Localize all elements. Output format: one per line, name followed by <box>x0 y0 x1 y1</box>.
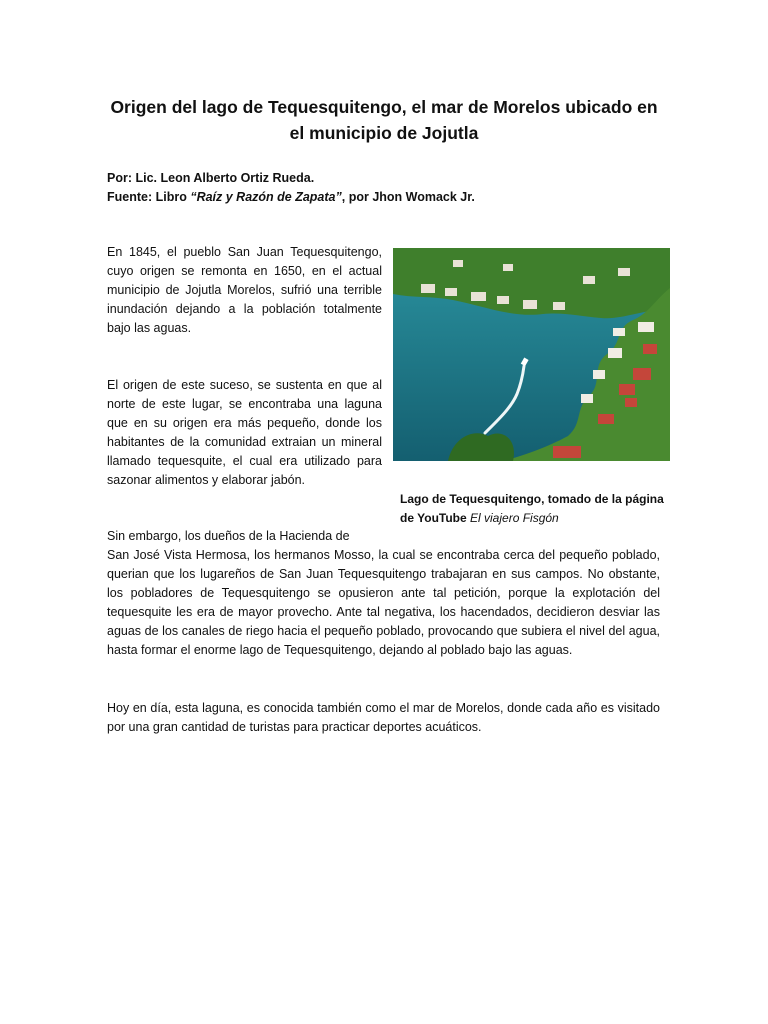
paragraph-3-first-line: Sin embargo, los dueños de la Hacienda de <box>107 529 350 543</box>
paragraph-3 <box>107 527 660 660</box>
author-line: Por: Lic. Leon Alberto Ortiz Rueda. <box>107 171 315 185</box>
document-title: Origen del lago de Tequesquitengo, el mar de Morelos ubicado en el municipio de Jojutla <box>110 97 658 143</box>
lake-photo <box>393 248 670 461</box>
paragraph-4: Hoy en día, esta laguna, es conocida también como el mar de Morelos, donde cada año es visitado por una gran cantidad de turistas para practicar deportes acuáticos. <box>107 701 660 734</box>
source-book-title: “Raíz y Razón de Zapata” <box>190 190 342 204</box>
paragraph-1: En 1845, el pueblo San Juan Tequesquitengo, cuyo origen se remonta en 1650, en el actual municipio de Jojutla Morelos, sufrió una terrible inundación dejando a la población totalmente bajo las aguas. <box>107 245 382 335</box>
figure-caption <box>400 490 675 527</box>
paragraph-3-body: San José Vista Hermosa, los hermanos Mosso, la cual se encontraba cerca del pequeño poblado, querian que los lugareños de San Juan Tequesquitengo trabajaran en sus campos. No obstante, los pobladores de Tequesquitengo se opusieron ante tal petición, porque la explotación del tequesquite les era de mayor provecho. Ante tal negativa, los hacendados, decidieron desviar las aguas de los canales de riego hacia el pequeño poblado, provocando que subiera el nivel del agua, hasta formar el enorme lago de Tequesquitengo, dejando al poblado bajo las aguas. <box>107 548 660 657</box>
source-suffix: , por Jhon Womack Jr. <box>341 190 475 204</box>
paragraph-2: El origen de este suceso, se sustenta en que al norte de este lugar, se encontraba una laguna que en su origen era más pequeño, donde los habitantes de la comunidad extraian un mineral llamado tequesquite, el cual era utilizado para sazonar alimentos y elaborar jabón. <box>107 378 382 487</box>
source-prefix: Fuente: Libro <box>107 190 191 204</box>
lake-photo-illustration <box>393 248 670 461</box>
caption-text: Lago de Tequesquitengo, tomado de la página de YouTube <box>400 492 664 525</box>
byline <box>107 169 667 207</box>
caption-channel: El viajero Fisgón <box>470 510 559 525</box>
source-line <box>107 188 667 207</box>
